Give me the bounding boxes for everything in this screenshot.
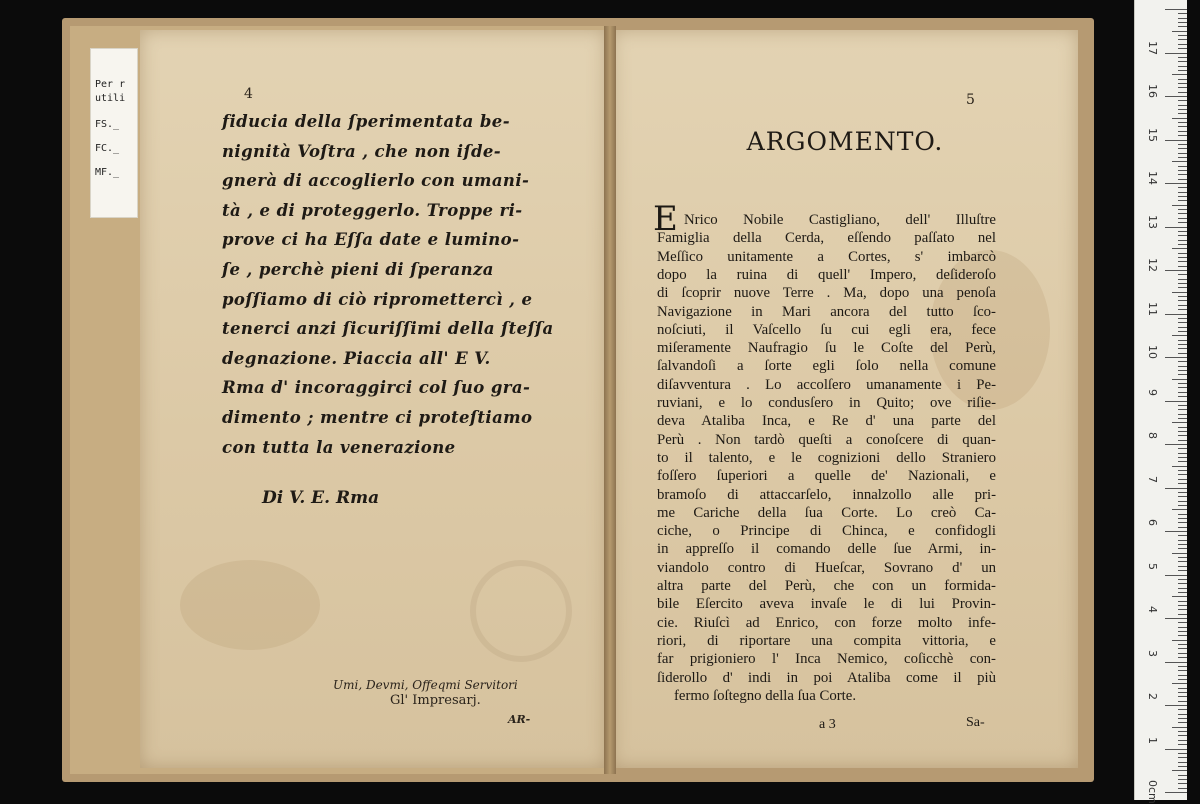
ruler-tick [1178, 527, 1187, 528]
dedication-signature: Di V. E. Rma [262, 488, 380, 508]
ruler-tick [1178, 566, 1187, 567]
text-line: deva Ataliba Inca, e Re d' una parte del [657, 413, 996, 430]
ruler-tick [1178, 374, 1187, 375]
ruler-tick [1178, 718, 1187, 719]
ruler-tick [1178, 396, 1187, 397]
text-line: cie. Riuſcì ad Enrico, con forze molto infe- [657, 614, 996, 631]
ruler-tick [1165, 618, 1187, 619]
ruler-tick [1178, 387, 1187, 388]
ruler-tick [1178, 170, 1187, 171]
ruler-tick [1178, 196, 1187, 197]
ruler-tick [1178, 635, 1187, 636]
ruler-tick [1178, 605, 1187, 606]
ruler-tick [1178, 418, 1187, 419]
ruler-tick [1178, 557, 1187, 558]
ruler-tick [1178, 570, 1187, 571]
ruler-tick [1165, 53, 1187, 54]
ruler-tick [1178, 483, 1187, 484]
ruler-tick [1178, 61, 1187, 62]
text-line: Famiglia della Cerda, eſſendo paſſato nel [657, 230, 996, 247]
text-line: Perù . Non tardò queſti a conoſcere di quan- [657, 431, 996, 448]
ruler-number: 8 [1146, 432, 1159, 439]
text-line: Meſſico unitamente a Cortes, s' imbarcò [657, 248, 996, 265]
ruler-tick [1178, 540, 1187, 541]
ruler-tick [1178, 448, 1187, 449]
ruler-tick [1178, 340, 1187, 341]
text-line: con tutta la venerazione [222, 437, 456, 457]
ruler-tick [1178, 779, 1187, 780]
ruler-tick [1178, 122, 1187, 123]
ruler-tick [1165, 705, 1187, 706]
ruler-number: 7 [1146, 475, 1159, 483]
slip-line: FC._ [95, 143, 120, 154]
ruler-tick [1178, 609, 1187, 610]
ruler-tick [1178, 383, 1187, 384]
ruler-tick [1178, 296, 1187, 297]
ruler-tick [1178, 614, 1187, 615]
ruler-tick [1178, 209, 1187, 210]
ruler-tick [1165, 488, 1187, 489]
text-line: prove ci ha Eſſa date e lumino- [222, 230, 520, 250]
ruler-number: 13 [1146, 214, 1159, 229]
ruler-number: 1 [1146, 736, 1159, 744]
text-line: bile Eſercito aveva invaſe le di lui Provin- [657, 596, 996, 613]
ruler-tick [1178, 644, 1187, 645]
ruler-tick [1178, 253, 1187, 254]
ruler-number: 9 [1146, 388, 1159, 396]
ruler-tick [1178, 300, 1187, 301]
text-line: ruviani, e lo condusſero in Quito; ove riſie- [657, 395, 996, 411]
ruler-tick [1172, 422, 1187, 423]
ruler-tick [1178, 153, 1187, 154]
text-line: bramoſo di attaccarſelo, innalzollo alle pri- [657, 486, 996, 503]
ruler-tick [1178, 714, 1187, 715]
ruler-tick [1178, 653, 1187, 654]
ruler-tick [1172, 248, 1187, 249]
text-line: degnazione. Piaccia all' E V. [222, 348, 491, 368]
ruler-tick [1165, 9, 1187, 10]
ruler-tick [1178, 287, 1187, 288]
text-line: fiducia della ſperimentata be- [222, 112, 510, 131]
ruler-number: 17 [1146, 40, 1159, 55]
ruler-tick [1178, 231, 1187, 232]
ruler-tick [1178, 709, 1187, 710]
ruler-tick [1178, 305, 1187, 306]
ruler-tick [1178, 548, 1187, 549]
ruler-tick [1178, 592, 1187, 593]
text-line: fermo ſoſtegno della ſua Corte. [674, 687, 857, 704]
ruler-tick [1165, 531, 1187, 532]
text-line: Navigazione in Mari ancora del tutto ſco- [657, 303, 996, 320]
ruler-tick [1178, 57, 1187, 58]
ruler-tick [1172, 466, 1187, 467]
ruler-tick [1178, 679, 1187, 680]
ruler-number: 14 [1146, 171, 1159, 185]
ruler-tick [1178, 788, 1187, 789]
ruler-tick [1178, 579, 1187, 580]
ruler-number: 11 [1146, 301, 1159, 316]
ruler-tick [1178, 414, 1187, 415]
ruler-tick [1178, 79, 1187, 80]
ruler-tick [1178, 48, 1187, 49]
ruler-number: 10 [1146, 345, 1159, 359]
ruler-tick [1178, 126, 1187, 127]
ruler-tick [1178, 322, 1187, 323]
ruler-tick [1178, 409, 1187, 410]
ruler-tick [1165, 314, 1187, 315]
ruler-tick [1172, 292, 1187, 293]
ruler-tick [1178, 474, 1187, 475]
ruler-tick [1178, 240, 1187, 241]
ruler-tick [1178, 66, 1187, 67]
ruler-tick [1178, 518, 1187, 519]
ruler-tick [1178, 257, 1187, 258]
catalog-slip [90, 48, 138, 218]
ruler-tick [1178, 431, 1187, 432]
ruler-tick [1178, 775, 1187, 776]
ruler-tick [1178, 762, 1187, 763]
text-line: viandolo contro di Hueſcar, Sovrano d' un [657, 559, 996, 576]
ruler-number: 6 [1146, 519, 1159, 526]
ruler-tick [1178, 87, 1187, 88]
servants-line: Umi, Devmi, Offeqmi Servitori [333, 678, 518, 692]
ruler-tick [1178, 701, 1187, 702]
ruler-tick [1178, 544, 1187, 545]
ruler-tick [1178, 105, 1187, 106]
ruler-tick [1178, 522, 1187, 523]
text-line: tà , e di proteggerlo. Troppe ri- [222, 200, 523, 220]
ruler-tick [1178, 601, 1187, 602]
text-line: poſſiamo di ciò ripromettercì , e [222, 289, 533, 309]
ruler-tick [1178, 622, 1187, 623]
ruler-tick [1178, 244, 1187, 245]
text-line: foſſero ſuperiori a quelle de' Nazionali, e [657, 468, 996, 485]
slip-line: Per r [95, 79, 126, 90]
ruler-tick [1178, 83, 1187, 84]
ruler-tick [1172, 509, 1187, 510]
ruler-tick [1178, 435, 1187, 436]
ruler-tick [1172, 74, 1187, 75]
ruler-tick [1178, 461, 1187, 462]
ruler-tick [1178, 731, 1187, 732]
ruler-tick [1178, 370, 1187, 371]
text-line: miſeramente Naufragio ſu le Coſte del Perù, [657, 340, 996, 357]
ruler-tick [1178, 675, 1187, 676]
ruler-tick [1172, 118, 1187, 119]
ruler-tick [1178, 135, 1187, 136]
ruler-tick [1178, 405, 1187, 406]
ruler-tick [1178, 235, 1187, 236]
ruler-tick [1178, 266, 1187, 267]
ruler-number: 4 [1146, 606, 1159, 613]
ruler-tick [1178, 753, 1187, 754]
ruler-tick [1165, 401, 1187, 402]
ruler-tick [1178, 492, 1187, 493]
ruler-tick [1178, 361, 1187, 362]
ruler-tick [1178, 222, 1187, 223]
slip-line: MF._ [95, 167, 120, 178]
text-line: di ſcoprir nuove Terre . Ma, dopo una penoſa [657, 285, 996, 302]
ruler-tick [1178, 13, 1187, 14]
ruler-tick [1178, 18, 1187, 19]
ruler-tick [1178, 331, 1187, 332]
ruler-tick [1178, 666, 1187, 667]
ruler-tick [1178, 200, 1187, 201]
ruler-tick [1178, 514, 1187, 515]
page-number-right: 5 [966, 92, 975, 108]
text-line: noſciuti, il Vaſcello ſu cui egli era, fece [657, 321, 996, 338]
ruler-tick [1178, 213, 1187, 214]
ruler-tick [1178, 348, 1187, 349]
section-title: ARGOMENTO. [746, 127, 944, 156]
ruler-tick [1178, 631, 1187, 632]
ruler-tick [1165, 270, 1187, 271]
text-line: gnerà di accoglierlo con umani- [222, 171, 530, 191]
ruler-tick [1178, 535, 1187, 536]
ruler-tick [1172, 553, 1187, 554]
ruler-tick [1172, 205, 1187, 206]
ruler-tick [1165, 357, 1187, 358]
ruler-tick [1178, 187, 1187, 188]
ruler-tick [1178, 427, 1187, 428]
ruler-number: 15 [1146, 127, 1159, 142]
ruler-tick [1178, 479, 1187, 480]
ruler-tick [1178, 179, 1187, 180]
ruler-tick [1178, 22, 1187, 23]
ruler-number: 5 [1146, 562, 1159, 570]
ruler-tick [1172, 31, 1187, 32]
text-line: tenerci anzi ſicuriſſimi della ſteſſa [222, 319, 554, 339]
ruler-tick [1178, 309, 1187, 310]
ruler-tick [1178, 501, 1187, 502]
ruler-number: 3 [1146, 649, 1159, 657]
ruler-tick [1178, 318, 1187, 319]
ruler-tick [1178, 261, 1187, 262]
text-line: in appreſſo il comando delle ſue Armi, in- [657, 541, 996, 558]
ruler-tick [1178, 440, 1187, 441]
ruler-tick [1178, 648, 1187, 649]
page-number-left: 4 [244, 86, 253, 102]
ruler-tick [1178, 744, 1187, 745]
ruler-tick [1178, 26, 1187, 27]
ruler-tick [1178, 344, 1187, 345]
text-line: me Cariche della ſua Corte. Lo creò Ca- [657, 504, 996, 521]
ruler-tick [1178, 627, 1187, 628]
ruler-tick [1165, 792, 1187, 793]
ruler-number: 2 [1146, 693, 1159, 700]
ruler-tick [1178, 44, 1187, 45]
ruler-tick [1178, 174, 1187, 175]
text-line: to il talento, e le cognizioni dello Straniero [657, 449, 996, 466]
ruler-tick [1165, 140, 1187, 141]
slip-line: FS._ [95, 119, 120, 130]
measurement-ruler [1134, 0, 1187, 804]
text-line: dimento ; mentre ci proteſtiamo [222, 408, 533, 427]
ruler-tick [1178, 453, 1187, 454]
ruler-tick [1165, 575, 1187, 576]
ruler-tick [1178, 100, 1187, 101]
ruler-tick [1165, 749, 1187, 750]
drop-cap: E [653, 199, 678, 239]
text-line: ciche, o Principe di Chinca, e confidogli [657, 523, 996, 540]
ruler-tick [1178, 283, 1187, 284]
ruler-tick [1178, 505, 1187, 506]
ruler-tick [1178, 757, 1187, 758]
text-line: nignità Voſtra , che non iſde- [222, 141, 502, 161]
ruler-tick [1178, 353, 1187, 354]
ruler-tick [1172, 379, 1187, 380]
signature-mark: a 3 [819, 717, 836, 732]
ruler-tick [1178, 457, 1187, 458]
ruler-tick [1178, 218, 1187, 219]
text-line: altra parte del Perù, che con un formida- [657, 578, 996, 594]
ruler-tick [1178, 166, 1187, 167]
ruler-tick [1172, 640, 1187, 641]
catchword-left: AR- [508, 713, 531, 726]
ruler-tick [1172, 770, 1187, 771]
text-line: ſiderollo d' indi in poi Ataliba come il più [657, 669, 996, 686]
text-line: ſalvandoſi a ſorte egli ſolo nella comune [657, 358, 996, 375]
ruler-tick [1165, 662, 1187, 663]
text-line: Nrico Nobile Castigliano, dell' Illuſtre [684, 212, 996, 228]
ruler-tick [1172, 335, 1187, 336]
ruler-tick [1178, 783, 1187, 784]
ruler-number: 12 [1146, 258, 1159, 272]
ruler-tick [1178, 39, 1187, 40]
ruler-number: 16 [1146, 84, 1159, 98]
ruler-tick [1178, 148, 1187, 149]
ruler-tick [1165, 227, 1187, 228]
ruler-tick [1178, 366, 1187, 367]
ruler-tick [1178, 144, 1187, 145]
ruler-tick [1178, 692, 1187, 693]
ruler-tick [1178, 583, 1187, 584]
text-line: dopo la ruina di quell' Impero, deſideroſo [657, 266, 996, 283]
ruler-tick [1172, 161, 1187, 162]
ruler-tick [1165, 183, 1187, 184]
ruler-number: 0cm [1146, 780, 1159, 804]
ruler-tick [1178, 696, 1187, 697]
ruler-tick [1178, 740, 1187, 741]
show-through-mark [470, 560, 572, 662]
ruler-tick [1178, 496, 1187, 497]
text-line: diſavventura . Lo accolſero umanamente i Pe- [657, 376, 996, 393]
paper-stain [180, 560, 320, 650]
ruler-tick [1178, 722, 1187, 723]
ruler-tick [1178, 327, 1187, 328]
ruler-tick [1178, 670, 1187, 671]
ruler-tick [1178, 92, 1187, 93]
ruler-tick [1178, 470, 1187, 471]
ruler-tick [1165, 96, 1187, 97]
ruler-tick [1178, 109, 1187, 110]
ruler-tick [1178, 274, 1187, 275]
impresarj-line: Gl' Impresarj. [390, 693, 481, 708]
ruler-tick [1178, 70, 1187, 71]
slip-line: utili [95, 93, 126, 104]
ruler-tick [1172, 596, 1187, 597]
text-line: far prigioniero l' Inca Nemico, coſicchè con- [657, 651, 996, 668]
ruler-tick [1172, 727, 1187, 728]
ruler-tick [1178, 131, 1187, 132]
ruler-tick [1178, 735, 1187, 736]
text-line: riori, di riportare una compita vittoria, e [657, 632, 996, 649]
ruler-tick [1165, 444, 1187, 445]
ruler-tick [1178, 657, 1187, 658]
ruler-tick [1178, 113, 1187, 114]
ruler-tick [1178, 279, 1187, 280]
text-line: Rma d' incoraggirci col ſuo gra- [222, 378, 531, 398]
text-line: ſe , perchè pieni di ſperanza [222, 260, 494, 279]
ruler-tick [1178, 561, 1187, 562]
ruler-tick [1172, 683, 1187, 684]
ruler-tick [1178, 688, 1187, 689]
ruler-tick [1178, 766, 1187, 767]
catchword-right: Sa- [966, 715, 985, 730]
ruler-tick [1178, 157, 1187, 158]
ruler-tick [1178, 392, 1187, 393]
ruler-tick [1178, 192, 1187, 193]
ruler-tick [1178, 588, 1187, 589]
ruler-tick [1178, 35, 1187, 36]
